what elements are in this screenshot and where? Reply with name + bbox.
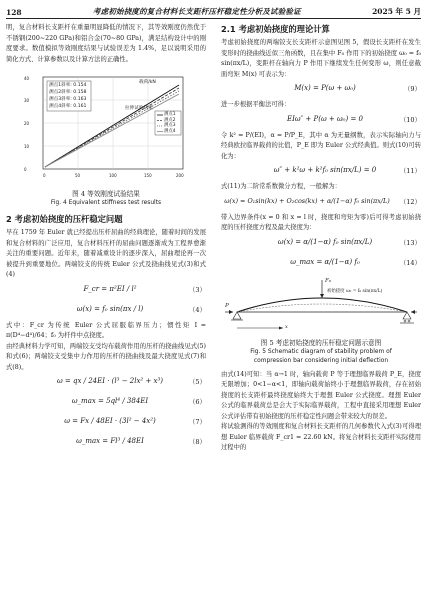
eq11-body: ω″ + k²ω + k²f₀ sin(πx/L) = 0 — [273, 166, 377, 174]
right-para-4: 式(11)为二阶常系数微分方程，一般解为： — [221, 183, 341, 190]
eq3-number: （3） — [188, 285, 206, 294]
equation-13 — [221, 234, 421, 254]
svg-text:20: 20 — [24, 121, 30, 126]
equation-8 — [6, 433, 206, 453]
right-para-6: 由式(14)可知：当 α→1 时，轴向载荷 P 等于理想临界载荷 P_E，挠度无限增加；0<1−α<1，即轴向载荷始终小于理想临界载荷，存在初始挠度的长支距杆最终挠度始终大于理想 Euler 公式挠度。理想 Euler 公式的临界载荷总是会大于实际临界载荷，工程中直接采用理想 Euler 公式评估带有初始挠度的压杆稳定性问题会带来较大的误差。 — [221, 370, 421, 420]
fig5-caption-en-2: compression bar considering initial deflection — [253, 357, 389, 364]
equation-14 — [221, 254, 421, 274]
right-para-7: 将试验测得的等效刚度和复合材料长支距杆的几何参数代入式(3)可得理想 Euler 临界载荷 F_cr1 = 22.60 kN。将复合材料长支距杆实际使用过程中的 — [221, 423, 421, 451]
svg-text:0: 0 — [24, 167, 27, 172]
fig5-label-curve: 初始挠度 ω₀ = f₀ sin(πx/L) — [327, 288, 383, 294]
svg-text:0: 0 — [43, 173, 46, 178]
eq7-number: （7） — [188, 418, 206, 426]
figure-4 — [21, 71, 191, 187]
fig4-legend-item: 测点4斜率: 0.161 — [49, 104, 87, 109]
section-2-1-heading: 2.1 考虑初始挠度的理论计算 — [221, 24, 330, 34]
eq13-body: ω(x) = α/(1−α) f₀ sin(πx/L) — [277, 237, 373, 246]
fig4-caption-cn: 图 4 等效刚度试验结果 — [72, 190, 140, 198]
fig4-series-label: 测点4 — [164, 128, 176, 134]
fig4-series-legend — [164, 112, 176, 134]
eq6-number: （6） — [188, 398, 206, 406]
figure-5 — [223, 278, 419, 336]
right-para-1: 考虑初始挠度的两端铰支长支距杆示意图见图 5，假设长支距杆在发生变形时的挠曲线近似三角函数，且在集中 F₀ 作用下的初始挠度 ω₀ = f₀ sin(πx/L)，变距杆在轴向力 P 作用下继续发生任何变形 ω，则任意截面弯矩 M(x) 可表示为： — [221, 39, 421, 78]
fig5-caption-en-1: Fig. 5 Schematic diagram of stability problem of — [250, 348, 392, 355]
equation-9 — [221, 80, 421, 100]
eq10-body: EIω″ + P(ω + ω₀) = 0 — [287, 114, 363, 123]
fig4-legend-item: 测点1斜率: 0.154 — [49, 83, 87, 88]
left-para-3: 式中：F_cr 为传统 Euler 公式屈服临界压力；惯性矩 I = π(D⁴−d⁴)/64；f₀ 为杆件中点挠度。 — [6, 321, 206, 339]
equation-4 — [6, 301, 206, 321]
fig4-legend — [49, 82, 86, 110]
svg-text:200: 200 — [176, 173, 184, 178]
equation-7 — [6, 413, 206, 433]
eq14-number: （14） — [399, 258, 421, 267]
equation-3 — [6, 281, 206, 301]
equation-6 — [6, 393, 206, 413]
figure-5-diagram — [223, 278, 419, 336]
left-para-4: 由经典材料力学可知，两端铰支受均布载荷作用的压杆的挠曲线见式(5)和式(6)；两端铰支受集中力作用的压杆的挠曲线及最大挠度见式(7)和式(8)。 — [6, 342, 206, 371]
eq5-body: ω = qx / 24EI · (l³ − 2lx² + x³) — [56, 377, 164, 385]
equation-12 — [221, 193, 421, 213]
svg-text:150: 150 — [144, 173, 152, 178]
svg-text:100: 100 — [109, 173, 117, 178]
right-column — [221, 23, 421, 454]
eq8-body: ω_max = Fl³ / 48EI — [76, 437, 144, 445]
svg-text:10: 10 — [24, 144, 30, 149]
eq9-number: （9） — [403, 85, 421, 93]
fig5-caption-cn: 图 5 考虑初始挠度的压杆稳定问题示意图 — [260, 338, 382, 347]
eq11-number: （11） — [399, 167, 421, 175]
right-para-5: 带入边界条件(x = 0 和 x = l 时，挠度和弯矩为零)后可得考虑初始挠度的压杆挠度方程及最大挠度为： — [221, 213, 421, 231]
page-number: 128 — [6, 8, 22, 17]
eq12-number: （12） — [399, 197, 421, 206]
eq7-body: ω = Fx / 48EI · (3l² − 4x²) — [64, 417, 156, 425]
eq5-number: （5） — [188, 378, 206, 386]
header-rule — [6, 18, 421, 19]
fig4-inset-label: 拉伸试验结果 — [125, 106, 153, 111]
fig4-legend-item: 测点3斜率: 0.163 — [49, 97, 87, 102]
eq10-number: （10） — [399, 115, 421, 124]
fig4-series-label: 测点1 — [164, 112, 176, 117]
eq4-number: （4） — [188, 305, 206, 314]
left-para-2: 早在 1759 年 Euler 就已经提出压杆屈曲的经典理论，随着时间的发展和复合材料的广泛应用，复合材料压杆的屈曲问题逐渐成为工程界愈渐关注的重要问题。近年来，随着减重设计的逐步深入，屈曲理论再一次被提升到重要地位。两端铰支的传统 Euler 公式及挠曲线见式(3)和式(4) — [6, 229, 206, 278]
issue-date: 2025 年 5 月 — [372, 7, 421, 16]
left-column — [6, 23, 206, 453]
right-para-3: 令 k² = P/(EI)，α = P/P_E，其中 α 为无量纲数，表示实际轴向力与经典欧拉临界载荷的比值，P_E 即为 Euler 公式经典值。则式(10)可转化为： — [221, 131, 421, 160]
fig4-series-label: 测点3 — [164, 123, 176, 128]
equation-11 — [221, 162, 421, 182]
section-2-heading: 2 考虑初始挠度的压杆稳定问题 — [6, 214, 123, 224]
fig4-caption-en: Fig. 4 Equivalent stiffness test results — [50, 200, 162, 206]
equation-5 — [6, 373, 206, 393]
equation-10 — [221, 111, 421, 131]
svg-text:40: 40 — [24, 76, 30, 81]
eq8-number: （8） — [188, 438, 206, 446]
fig4-legend-item: 测点2斜率: 0.158 — [49, 90, 87, 95]
eq14-body: ω_max = α/(1−α) f₀ — [290, 257, 360, 266]
svg-text:50: 50 — [75, 173, 81, 178]
eq9-body: M(x) = P(ω + ω₀) — [294, 84, 356, 92]
left-para-1: 明，复合材料长支距杆在重量明显降低的情况下，其等效刚度仍然优于不锈钢(200~220 GPa)和铝合金(70~80 GPa)，满足结构设计中的刚度要求。数值模拟等效刚度结果与试验误差为 1.4%，足以说明采用的简化方式、计算参数以及计算方法的正确性。 — [6, 24, 206, 63]
eq13-number: （13） — [399, 238, 421, 247]
fig4-series-label: 测点2 — [164, 117, 176, 123]
page-header — [6, 3, 421, 17]
eq6-body: ω_max = 5ql⁴ / 384EI — [71, 397, 149, 405]
fig5-label-x: x — [285, 323, 288, 330]
fig5-label-p: P — [225, 302, 229, 309]
svg-text:30: 30 — [24, 98, 30, 103]
eq12-body: ω(x) = O₁sin(kx) + O₂cos(kx) + α/(1−α) f₀ sin(πx/L) — [224, 196, 390, 205]
fig5-label-f0: F₀ — [325, 277, 332, 284]
right-para-2: 进一步根据平衡法可得： — [221, 101, 291, 108]
eq4-body: ω(x) = f₀ sin(πx / l) — [76, 304, 144, 313]
fig4-ylabel: 载荷/kN — [139, 80, 156, 85]
eq3-body: F_cr = π²EI / l² — [83, 284, 137, 293]
running-title: 考虑初始挠度的复合材料长支距杆压杆稳定性分析及试验验证 — [92, 7, 301, 16]
